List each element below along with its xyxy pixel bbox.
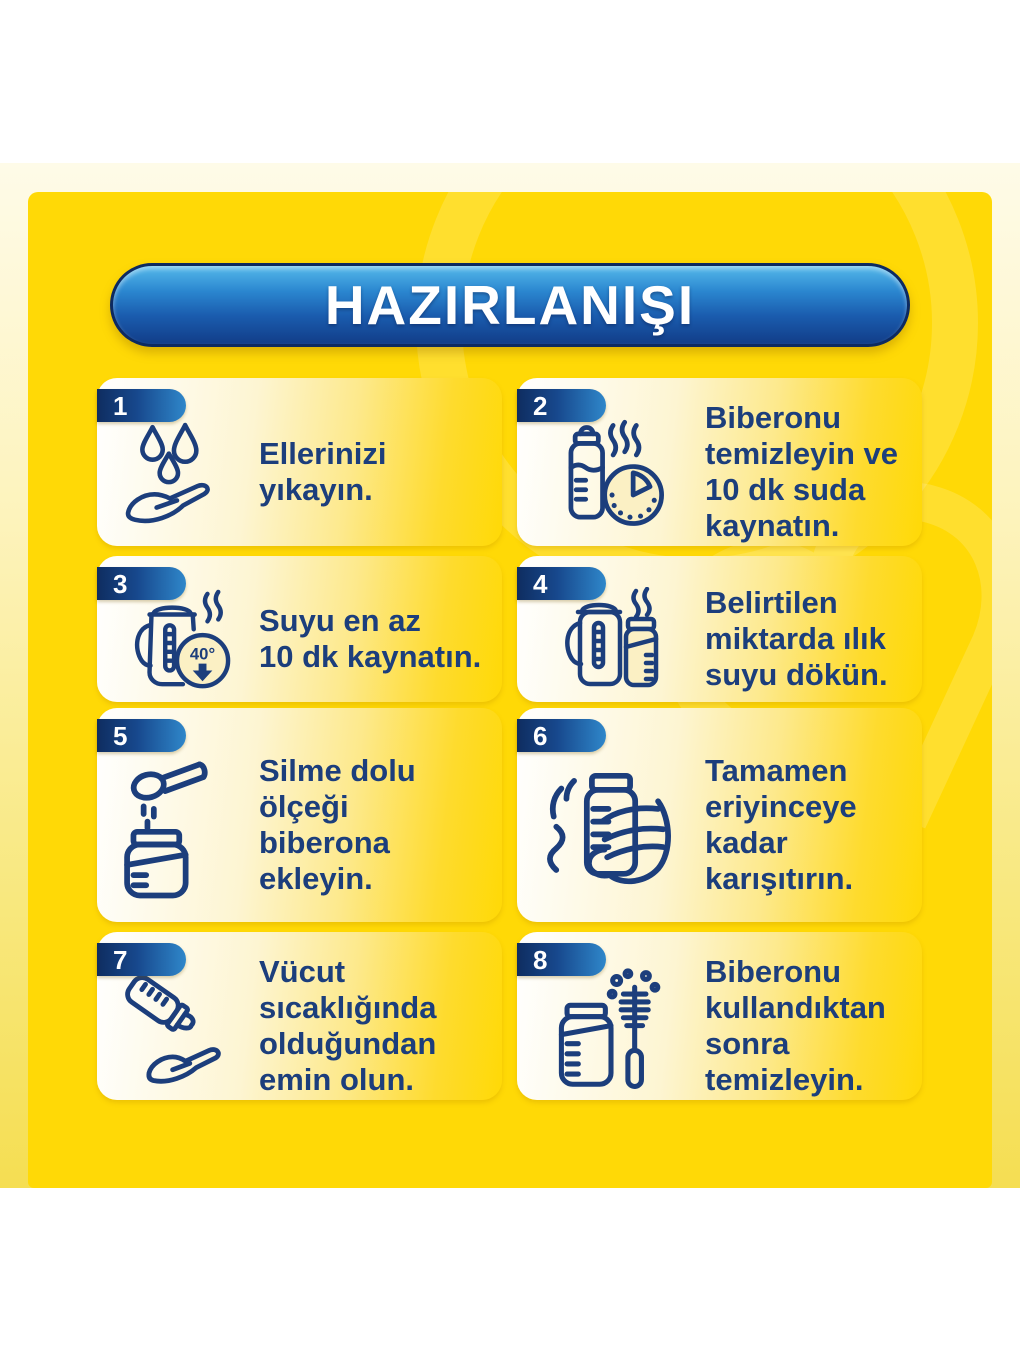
step-number-badge (517, 943, 606, 976)
step-text-line: temizleyin ve (705, 436, 898, 471)
step-number: 1 (113, 390, 128, 421)
step-text-line: Belirtilen (705, 585, 838, 620)
step-text (259, 932, 502, 1100)
step-number-badge (97, 567, 186, 600)
step-text (705, 378, 922, 546)
step-text-line: 10 dk kaynatın. (259, 639, 482, 674)
page-title: HAZIRLANIŞI (324, 274, 696, 336)
step-text-line: sıcaklığında (259, 990, 437, 1025)
step-number-badge (517, 719, 606, 752)
step-text-line: sonra (705, 1026, 790, 1061)
step-text (259, 556, 502, 702)
step-number-badge (97, 943, 186, 976)
step-number-badge (517, 389, 606, 422)
step-number: 6 (533, 720, 548, 751)
step-text-line: Biberonu (705, 954, 842, 989)
step-text (705, 708, 922, 922)
step-text-line: karışıtırın. (705, 861, 854, 896)
step-card-4 (517, 556, 922, 702)
step-text-line: Ellerinizi (259, 436, 387, 471)
step-text-line: Vücut (259, 954, 346, 989)
step-text-line: ölçeği (259, 789, 349, 824)
step-text (259, 378, 502, 546)
step-card-5 (97, 708, 502, 922)
step-card-2 (517, 378, 922, 546)
step-text-line: kadar (705, 825, 788, 860)
step-text-line: Silme dolu (259, 753, 416, 788)
step-text-line: kullandıktan (705, 990, 886, 1025)
step-text-line: Biberonu (705, 400, 842, 435)
step-number: 7 (113, 944, 128, 975)
step-text-line: eriyinceye (705, 789, 857, 824)
step-text-line: Suyu en az (259, 603, 421, 638)
step-card-6 (517, 708, 922, 922)
step-number: 5 (113, 720, 128, 751)
step-card-7 (97, 932, 502, 1100)
step-text-line: biberona (259, 825, 390, 860)
step-card-8 (517, 932, 922, 1100)
step-card-3 (97, 556, 502, 702)
step-text-line: ekleyin. (259, 861, 373, 896)
step-text-line: olduğundan (259, 1026, 437, 1061)
step-number: 3 (113, 568, 128, 599)
step-text-line: 10 dk suda (705, 472, 866, 507)
step-text-line: Tamamen (705, 753, 848, 788)
step-text-line: temizleyin. (705, 1062, 864, 1097)
step-text-line: yıkayın. (259, 472, 373, 507)
temperature-label: 40° (189, 644, 216, 664)
step-text-line: suyu dökün. (705, 657, 888, 692)
step-number: 2 (533, 390, 548, 421)
step-text (259, 708, 502, 922)
step-text-line: emin olun. (259, 1062, 414, 1097)
step-text (705, 556, 922, 702)
step-number-badge (97, 719, 186, 752)
step-text-line: kaynatın. (705, 508, 840, 543)
step-number: 8 (533, 944, 548, 975)
preparation-title-banner (110, 263, 910, 347)
step-number-badge (97, 389, 186, 422)
step-text-line: miktarda ılık (705, 621, 886, 656)
step-card-1 (97, 378, 502, 546)
step-number-badge (517, 567, 606, 600)
step-number: 4 (533, 568, 548, 599)
step-text (705, 932, 922, 1100)
